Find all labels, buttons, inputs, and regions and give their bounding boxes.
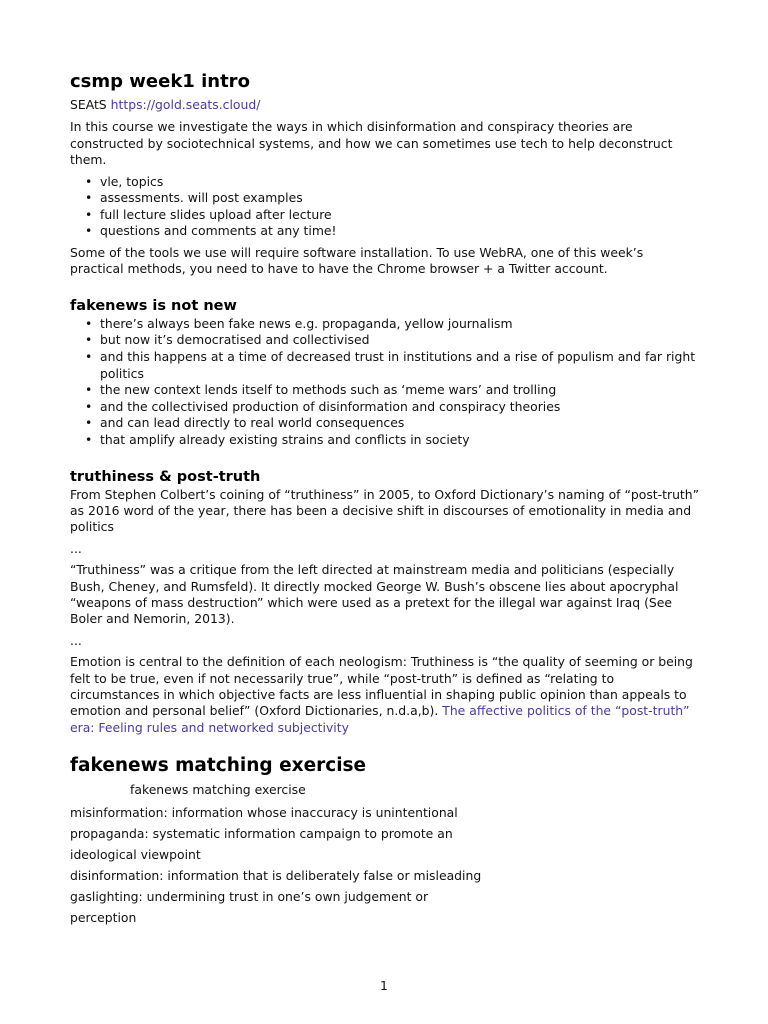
ellipsis: ... — [70, 632, 82, 648]
affective-politics-link[interactable]: The affective politics of the “post-truth” era: Feeling rules and networked subjectivity — [70, 703, 690, 735]
ellipsis: ... — [70, 540, 82, 556]
seats-label: SEAtS — [70, 97, 107, 112]
list-item: • vle, topics — [85, 173, 164, 189]
seats-line — [70, 97, 700, 113]
list-item: • but now it’s democratised and collectivised — [85, 332, 370, 348]
tools-paragraph: Some of the tools we use will require software installation. To use WebRA, one of this week’s practical methods, you need to have to have the Chrome browser + a Twitter account. — [70, 245, 644, 277]
list-item: • and can lead directly to real world consequences — [85, 415, 405, 431]
truthiness-paragraph-2: “Truthiness” was a critique from the left directed at mainstream media and politicians (especially Bush, Cheney, and Rumsfeld). It directly mocked George W. Bush’s obscene lies about apocryphal “weapons of mass destruction” which were used as a pretext for the illegal war against Iraq (See Boler and Nemorin, 2013). — [70, 562, 679, 627]
list-item: • the new context lends itself to methods such as ‘meme wars’ and trolling — [85, 382, 557, 398]
page-title: csmp week1 intro — [70, 71, 250, 92]
list-item: • assessments. will post examples — [85, 190, 303, 206]
list-item: • and this happens at a time of decreased trust in institutions and a rise of populism and far right politics — [85, 349, 696, 381]
bullet-icon: • — [85, 415, 93, 431]
list-item: • that amplify already existing strains and conflicts in society — [85, 431, 470, 447]
bullet-icon: • — [85, 332, 93, 348]
fakenews-list — [70, 316, 700, 449]
definition-line: disinformation: information that is deliberately false or misleading — [70, 868, 482, 884]
truthiness-paragraph-3 — [70, 654, 700, 736]
bullet-icon: • — [85, 206, 93, 222]
definition-line: gaslighting: undermining trust in one’s own judgement or perception — [70, 889, 429, 926]
matching-heading: fakenews matching exercise — [70, 755, 367, 777]
bullet-icon: • — [85, 190, 93, 206]
page-number: 1 — [380, 978, 388, 993]
definition-line: propaganda: systematic information campaign to promote an ideological viewpoint — [70, 826, 453, 863]
list-item: • there’s always been fake news e.g. propaganda, yellow journalism — [85, 315, 513, 331]
fakenews-heading: fakenews is not new — [70, 297, 237, 314]
bullet-icon: • — [85, 431, 93, 447]
matching-subheading: fakenews matching exercise — [130, 782, 306, 798]
bullet-icon: • — [85, 173, 93, 189]
list-item: • and the collectivised production of disinformation and conspiracy theories — [85, 398, 561, 414]
intro-paragraph: In this course we investigate the ways in which disinformation and conspiracy theories are constructed by sociotechnical systems, and how we can sometimes use tech to help deconstruct them. — [70, 119, 673, 168]
truthiness-paragraph-1: From Stephen Colbert’s coining of “truthiness” in 2005, to Oxford Dictionary’s naming of “post-truth” as 2016 word of the year, there has been a decisive shift in discourses of emotionality in media and politics — [70, 486, 700, 535]
seats-link[interactable]: https://gold.seats.cloud/ — [110, 97, 261, 112]
bullet-icon: • — [85, 382, 93, 398]
bullet-icon: • — [85, 315, 93, 331]
truthiness-heading: truthiness & post-truth — [70, 468, 261, 485]
bullet-icon: • — [85, 349, 93, 364]
intro-list — [70, 174, 700, 240]
bullet-icon: • — [85, 223, 93, 239]
document-page — [70, 70, 700, 928]
paragraph-text: Emotion is central to the definition of each neologism: Truthiness is “the quality of seeming or being felt to be true, even if not necessarily true”, while “post-truth” is defined as “relating to circumstances in which objective facts are less influential in shaping public opinion than appeals to emotion and personal belief” (Oxford Dictionaries, n.d.a,b). — [70, 654, 693, 719]
bullet-icon: • — [85, 398, 93, 414]
list-item: • questions and comments at any time! — [85, 223, 337, 239]
definition-line: misinformation: information whose inaccuracy is unintentional — [70, 805, 458, 821]
list-item: • full lecture slides upload after lecture — [85, 206, 332, 222]
